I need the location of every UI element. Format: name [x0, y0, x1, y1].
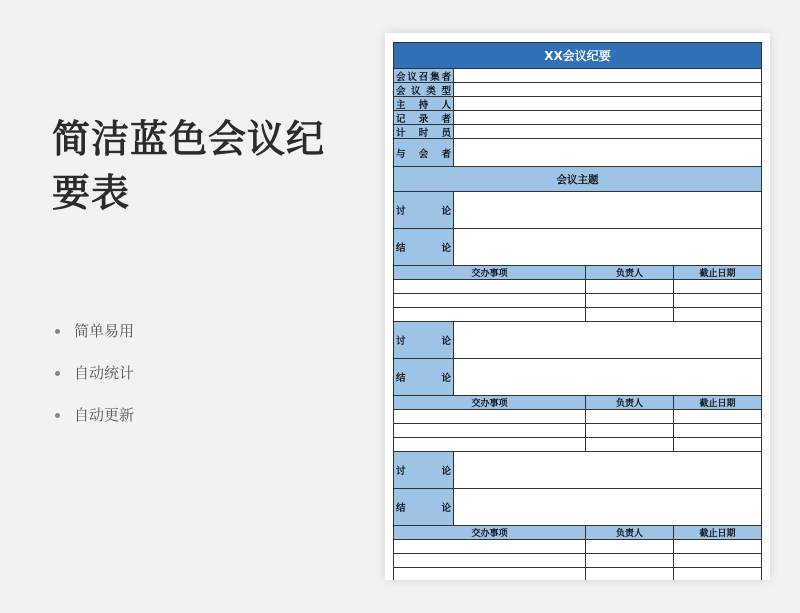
feature-item: 自动统计 [55, 352, 134, 394]
owner-cell[interactable] [586, 424, 674, 437]
table-row [394, 540, 761, 554]
col-header-task: 交办事项 [394, 396, 586, 409]
label-recorder: 记 录 者 [394, 111, 454, 124]
document-preview [385, 33, 770, 580]
col-header-deadline: 截止日期 [674, 396, 761, 409]
topic-header: 会议主题 [394, 167, 761, 191]
owner-cell[interactable] [586, 554, 674, 567]
conclusion-field[interactable] [454, 489, 761, 525]
owner-cell[interactable] [586, 280, 674, 293]
deadline-cell[interactable] [674, 568, 761, 580]
task-cell[interactable] [394, 540, 586, 553]
col-header-deadline: 截止日期 [674, 266, 761, 279]
task-cell[interactable] [394, 424, 586, 437]
owner-cell[interactable] [586, 568, 674, 580]
owner-cell[interactable] [586, 438, 674, 451]
label-discussion: 讨 论 [394, 192, 454, 228]
col-header-deadline: 截止日期 [674, 526, 761, 539]
label-host: 主 持 人 [394, 97, 454, 110]
bullet-dot-icon [55, 413, 60, 418]
deadline-cell[interactable] [674, 424, 761, 437]
label-conclusion: 结 论 [394, 489, 454, 525]
recorder-field[interactable] [454, 111, 761, 124]
attendees-field[interactable] [454, 139, 761, 166]
discussion-field[interactable] [454, 192, 761, 228]
deadline-cell[interactable] [674, 280, 761, 293]
label-conclusion: 结 论 [394, 229, 454, 265]
label-meeting-type: 会 议 类 型 [394, 83, 454, 96]
deadline-cell[interactable] [674, 540, 761, 553]
deadline-cell[interactable] [674, 410, 761, 423]
label-discussion: 讨 论 [394, 322, 454, 358]
deadline-cell[interactable] [674, 308, 761, 321]
table-row [394, 294, 761, 308]
feature-item: 简单易用 [55, 310, 134, 352]
timekeeper-field[interactable] [454, 125, 761, 138]
discussion-field[interactable] [454, 322, 761, 358]
label-convener: 会 议 召 集 者 [394, 69, 454, 82]
deadline-cell[interactable] [674, 554, 761, 567]
task-cell[interactable] [394, 280, 586, 293]
conclusion-field[interactable] [454, 359, 761, 395]
table-row [394, 438, 761, 452]
page-title: 简洁蓝色会议纪要表 [52, 117, 326, 215]
table-row [394, 554, 761, 568]
feature-item: 自动更新 [55, 394, 134, 436]
discussion-field[interactable] [454, 452, 761, 488]
col-header-task: 交办事项 [394, 526, 586, 539]
deadline-cell[interactable] [674, 294, 761, 307]
table-row [394, 424, 761, 438]
table-row [394, 280, 761, 294]
owner-cell[interactable] [586, 410, 674, 423]
col-header-owner: 负责人 [586, 266, 674, 279]
label-conclusion: 结 论 [394, 359, 454, 395]
meeting-type-field[interactable] [454, 83, 761, 96]
table-row [394, 410, 761, 424]
col-header-owner: 负责人 [586, 396, 674, 409]
bullet-dot-icon [55, 329, 60, 334]
task-cell[interactable] [394, 438, 586, 451]
task-cell[interactable] [394, 554, 586, 567]
owner-cell[interactable] [586, 294, 674, 307]
label-timekeeper: 计 时 员 [394, 125, 454, 138]
conclusion-field[interactable] [454, 229, 761, 265]
owner-cell[interactable] [586, 540, 674, 553]
task-cell[interactable] [394, 308, 586, 321]
task-cell[interactable] [394, 568, 586, 580]
convener-field[interactable] [454, 69, 761, 82]
feature-list [55, 310, 134, 436]
host-field[interactable] [454, 97, 761, 110]
task-cell[interactable] [394, 410, 586, 423]
label-attendees: 与 会 者 [394, 139, 454, 166]
deadline-cell[interactable] [674, 438, 761, 451]
col-header-task: 交办事项 [394, 266, 586, 279]
table-row [394, 308, 761, 322]
col-header-owner: 负责人 [586, 526, 674, 539]
table-row [394, 568, 761, 580]
owner-cell[interactable] [586, 308, 674, 321]
meeting-minutes-form [393, 42, 762, 580]
bullet-dot-icon [55, 371, 60, 376]
task-cell[interactable] [394, 294, 586, 307]
form-header: XX会议纪要 [394, 43, 761, 68]
label-discussion: 讨 论 [394, 452, 454, 488]
